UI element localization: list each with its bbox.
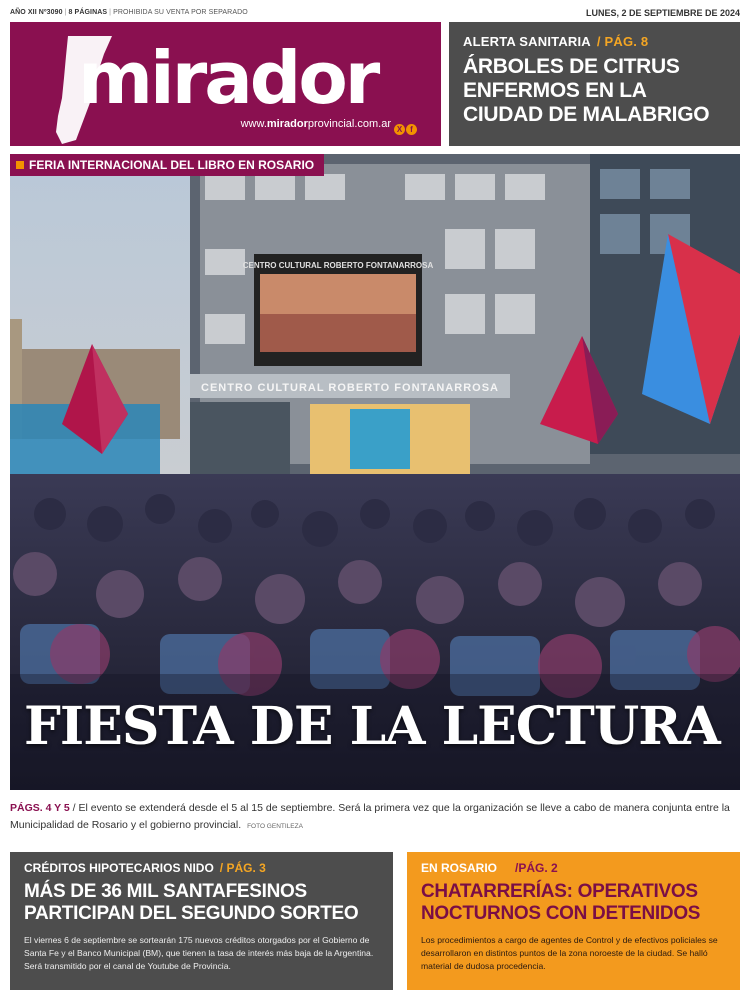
story-right-body: Los procedimientos a cargo de agentes de Control y de efectivos policiales se desarrollaron en distintos puntos de la zona noroeste de la ciudad. Se halló material de dudosa procedencia. bbox=[421, 935, 718, 971]
story-left-body: El viernes 6 de septiembre se sortearán 175 nuevos créditos otorgados por el Gobierno de Santa Fe y el Banco Municipal (BM), que tienen la tasa de interés más baja de la Argentina. Será transmitido por el canal de Youtube de Provincia. bbox=[24, 935, 374, 971]
story-left-kicker: CRÉDITOS HIPOTECARIOS NIDO / PÁG. 3 bbox=[24, 861, 266, 875]
edition-date: LUNES, 2 DE SEPTIEMBRE DE 2024 bbox=[585, 8, 740, 18]
website-link[interactable]: www.miradorprovincial.com.ar bbox=[240, 118, 391, 130]
screen-sign-text: CENTRO CULTURAL ROBERTO FONTANARROSA bbox=[242, 261, 434, 270]
main-headline[interactable]: FIESTA DE LA LECTURA bbox=[24, 696, 720, 757]
issue-number: AÑO XII Nº3090 bbox=[10, 9, 63, 16]
social-icons bbox=[393, 119, 417, 137]
story-box-left[interactable] bbox=[10, 852, 393, 990]
alert-page-ref: / PÁG. 8 bbox=[596, 34, 649, 49]
caption-text: / El evento se extenderá desde el 5 al 15 de septiembre. Será la primera vez que la organización se lleve a cabo de manera conjunta entre la Municipalidad de Rosario y el gobierno provincial. bbox=[10, 802, 730, 831]
section-tag: FERIA INTERNACIONAL DEL LIBRO EN ROSARIO bbox=[10, 154, 324, 176]
issue-info: AÑO XII Nº3090 | 8 PÁGINAS | PROHIBIDA SU VENTA POR SEPARADO bbox=[10, 9, 248, 16]
facebook-icon[interactable]: f bbox=[406, 124, 417, 135]
alert-headline: ÁRBOLES DE CITRUS ENFERMOS EN LA CIUDAD DE MALABRIGO bbox=[463, 55, 710, 126]
masthead bbox=[10, 22, 441, 146]
main-photo bbox=[10, 154, 740, 790]
story-right-headline: CHATARRERÍAS: OPERATIVOS NOCTURNOS CON DETENIDOS bbox=[421, 881, 701, 924]
story-box-right[interactable] bbox=[407, 852, 740, 990]
alert-box[interactable] bbox=[449, 22, 740, 146]
alert-kicker: ALERTA SANITARIA / PÁG. 8 bbox=[463, 34, 649, 49]
x-icon[interactable]: X bbox=[394, 124, 405, 135]
top-bar bbox=[10, 6, 740, 20]
page-count: 8 PÁGINAS bbox=[68, 9, 108, 16]
sale-notice: PROHIBIDA SU VENTA POR SEPARADO bbox=[113, 9, 248, 16]
story-left-headline: MÁS DE 36 MIL SANTAFESINOS PARTICIPAN DEL SEGUNDO SORTEO bbox=[24, 881, 359, 924]
event-scene-illustration bbox=[10, 154, 740, 790]
story-left-page-ref: / PÁG. 3 bbox=[219, 861, 266, 875]
square-bullet-icon bbox=[16, 161, 24, 169]
newspaper-logo: mirador bbox=[78, 36, 378, 120]
building-sign-text: CENTRO CULTURAL ROBERTO FONTANARROSA bbox=[201, 382, 499, 394]
photo-credit: FOTO GENTILEZA bbox=[247, 823, 303, 830]
story-right-kicker: EN ROSARIO /PÁG. 2 bbox=[421, 861, 558, 875]
photo-caption bbox=[10, 800, 740, 835]
caption-page-ref[interactable]: PÁGS. 4 Y 5 bbox=[10, 802, 70, 814]
story-right-page-ref: /PÁG. 2 bbox=[515, 861, 558, 875]
